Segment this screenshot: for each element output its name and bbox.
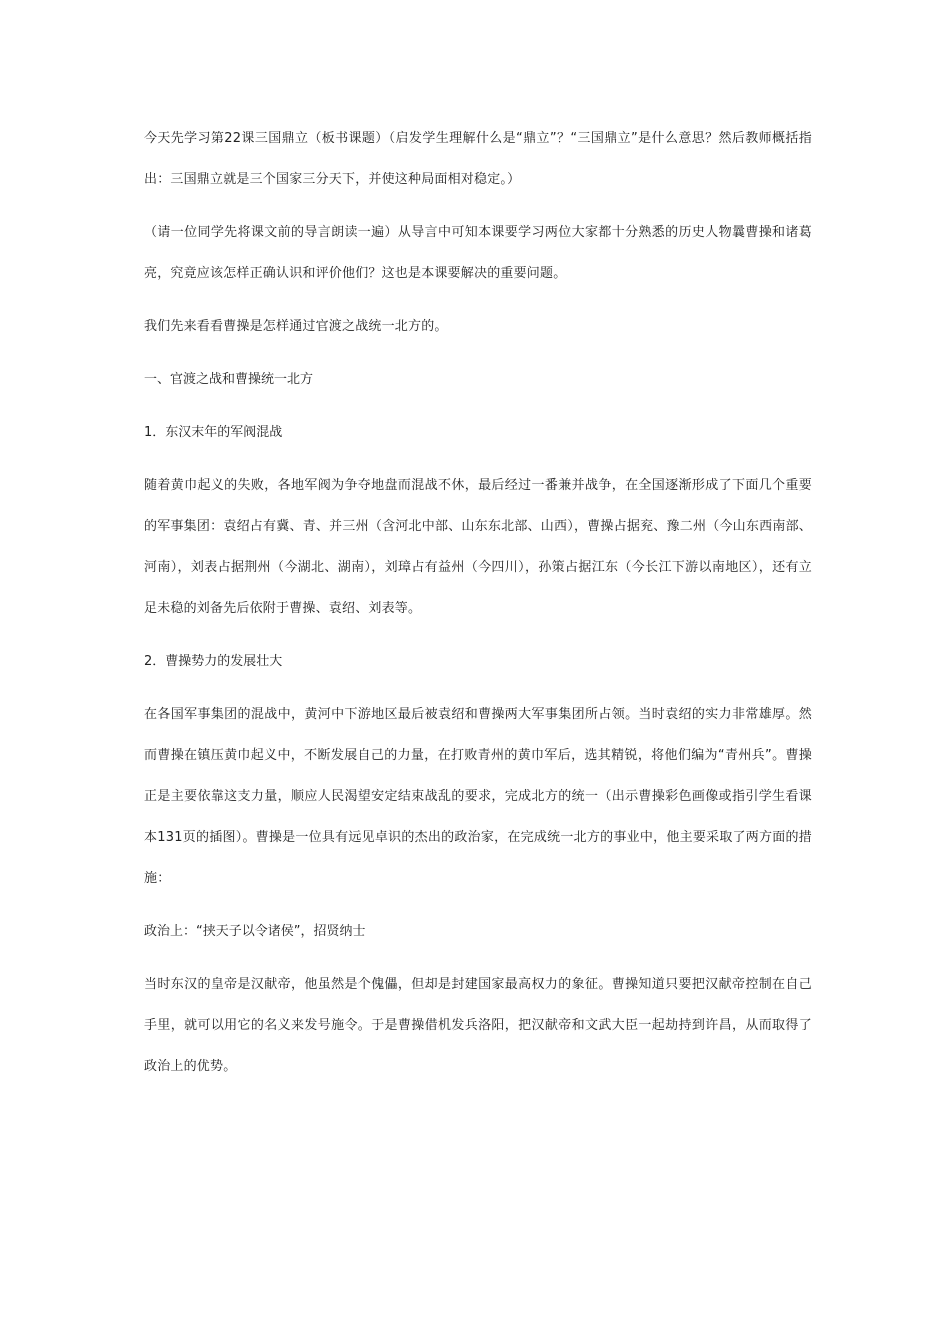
subsection-heading-1: 1．东汉末年的军阀混战 [144, 425, 283, 440]
emperor-paragraph: 当时东汉的皇帝是汉献帝，他虽然是个傀儡，但却是封建国家最高权力的象征。曹操知道只要把汉献帝控制在自己手里，就可以用它的名义来发号施令。于是曹操借机发兵洛阳，把汉献帝和文武大臣一起劫持到许昌，从而取得了政治上的优势。 [144, 977, 812, 1074]
cao-cao-rise-paragraph: 在各国军事集团的混战中，黄河中下游地区最后被袁绍和曹操两大军事集团所占领。当时袁绍的实力非常雄厚。然而曹操在镇压黄巾起义中，不断发展自己的力量，在打败青州的黄巾军后，选其精锐，将他们编为“青州兵”。曹操正是主要依靠这支力量，顺应人民渴望安定结束战乱的要求，完成北方的统一（出示曹操彩色画像或指引学生看课本131页的插图）。曹操是一位具有远见卓识的杰出的政治家，在完成统一北方的事业中，他主要采取了两方面的措施： [144, 707, 812, 886]
intro-paragraph: 今天先学习第22课三国鼎立（板书课题）（启发学生理解什么是“鼎立”？“三国鼎立”是什么意思？然后教师概括指出：三国鼎立就是三个国家三分天下，并使这种局面相对稳定。） [144, 131, 812, 187]
preface-paragraph: （请一位同学先将课文前的导言朗读一遍）从导言中可知本课要学习两位大家都十分熟悉的历史人物曩曹操和诸葛亮，究竟应该怎样正确认识和评价他们？这也是本课要解决的重要问题。 [144, 225, 812, 281]
warlords-paragraph: 随着黄巾起义的失败，各地军阀为争夺地盘而混战不休，最后经过一番兼并战争，在全国逐渐形成了下面几个重要的军事集团：袁绍占有冀、青、并三州（含河北中部、山东东北部、山西），曹操占据兖、豫二州（今山东西南部、河南），刘表占据荆州（今湖北、湖南），刘璋占有益州（今四川），孙策占据江东（今长江下游以南地区），还有立足未稳的刘备先后依附于曹操、袁绍、刘表等。 [144, 478, 812, 616]
section-heading-1: 一、官渡之战和曹操统一北方 [144, 372, 314, 387]
politics-heading: 政治上：“挟天子以令诸侯”，招贤纳士 [144, 924, 366, 939]
subsection-heading-2: 2．曹操势力的发展壮大 [144, 654, 283, 669]
transition-paragraph: 我们先来看看曹操是怎样通过官渡之战统一北方的。 [144, 319, 448, 334]
document-page [144, 118, 812, 1099]
